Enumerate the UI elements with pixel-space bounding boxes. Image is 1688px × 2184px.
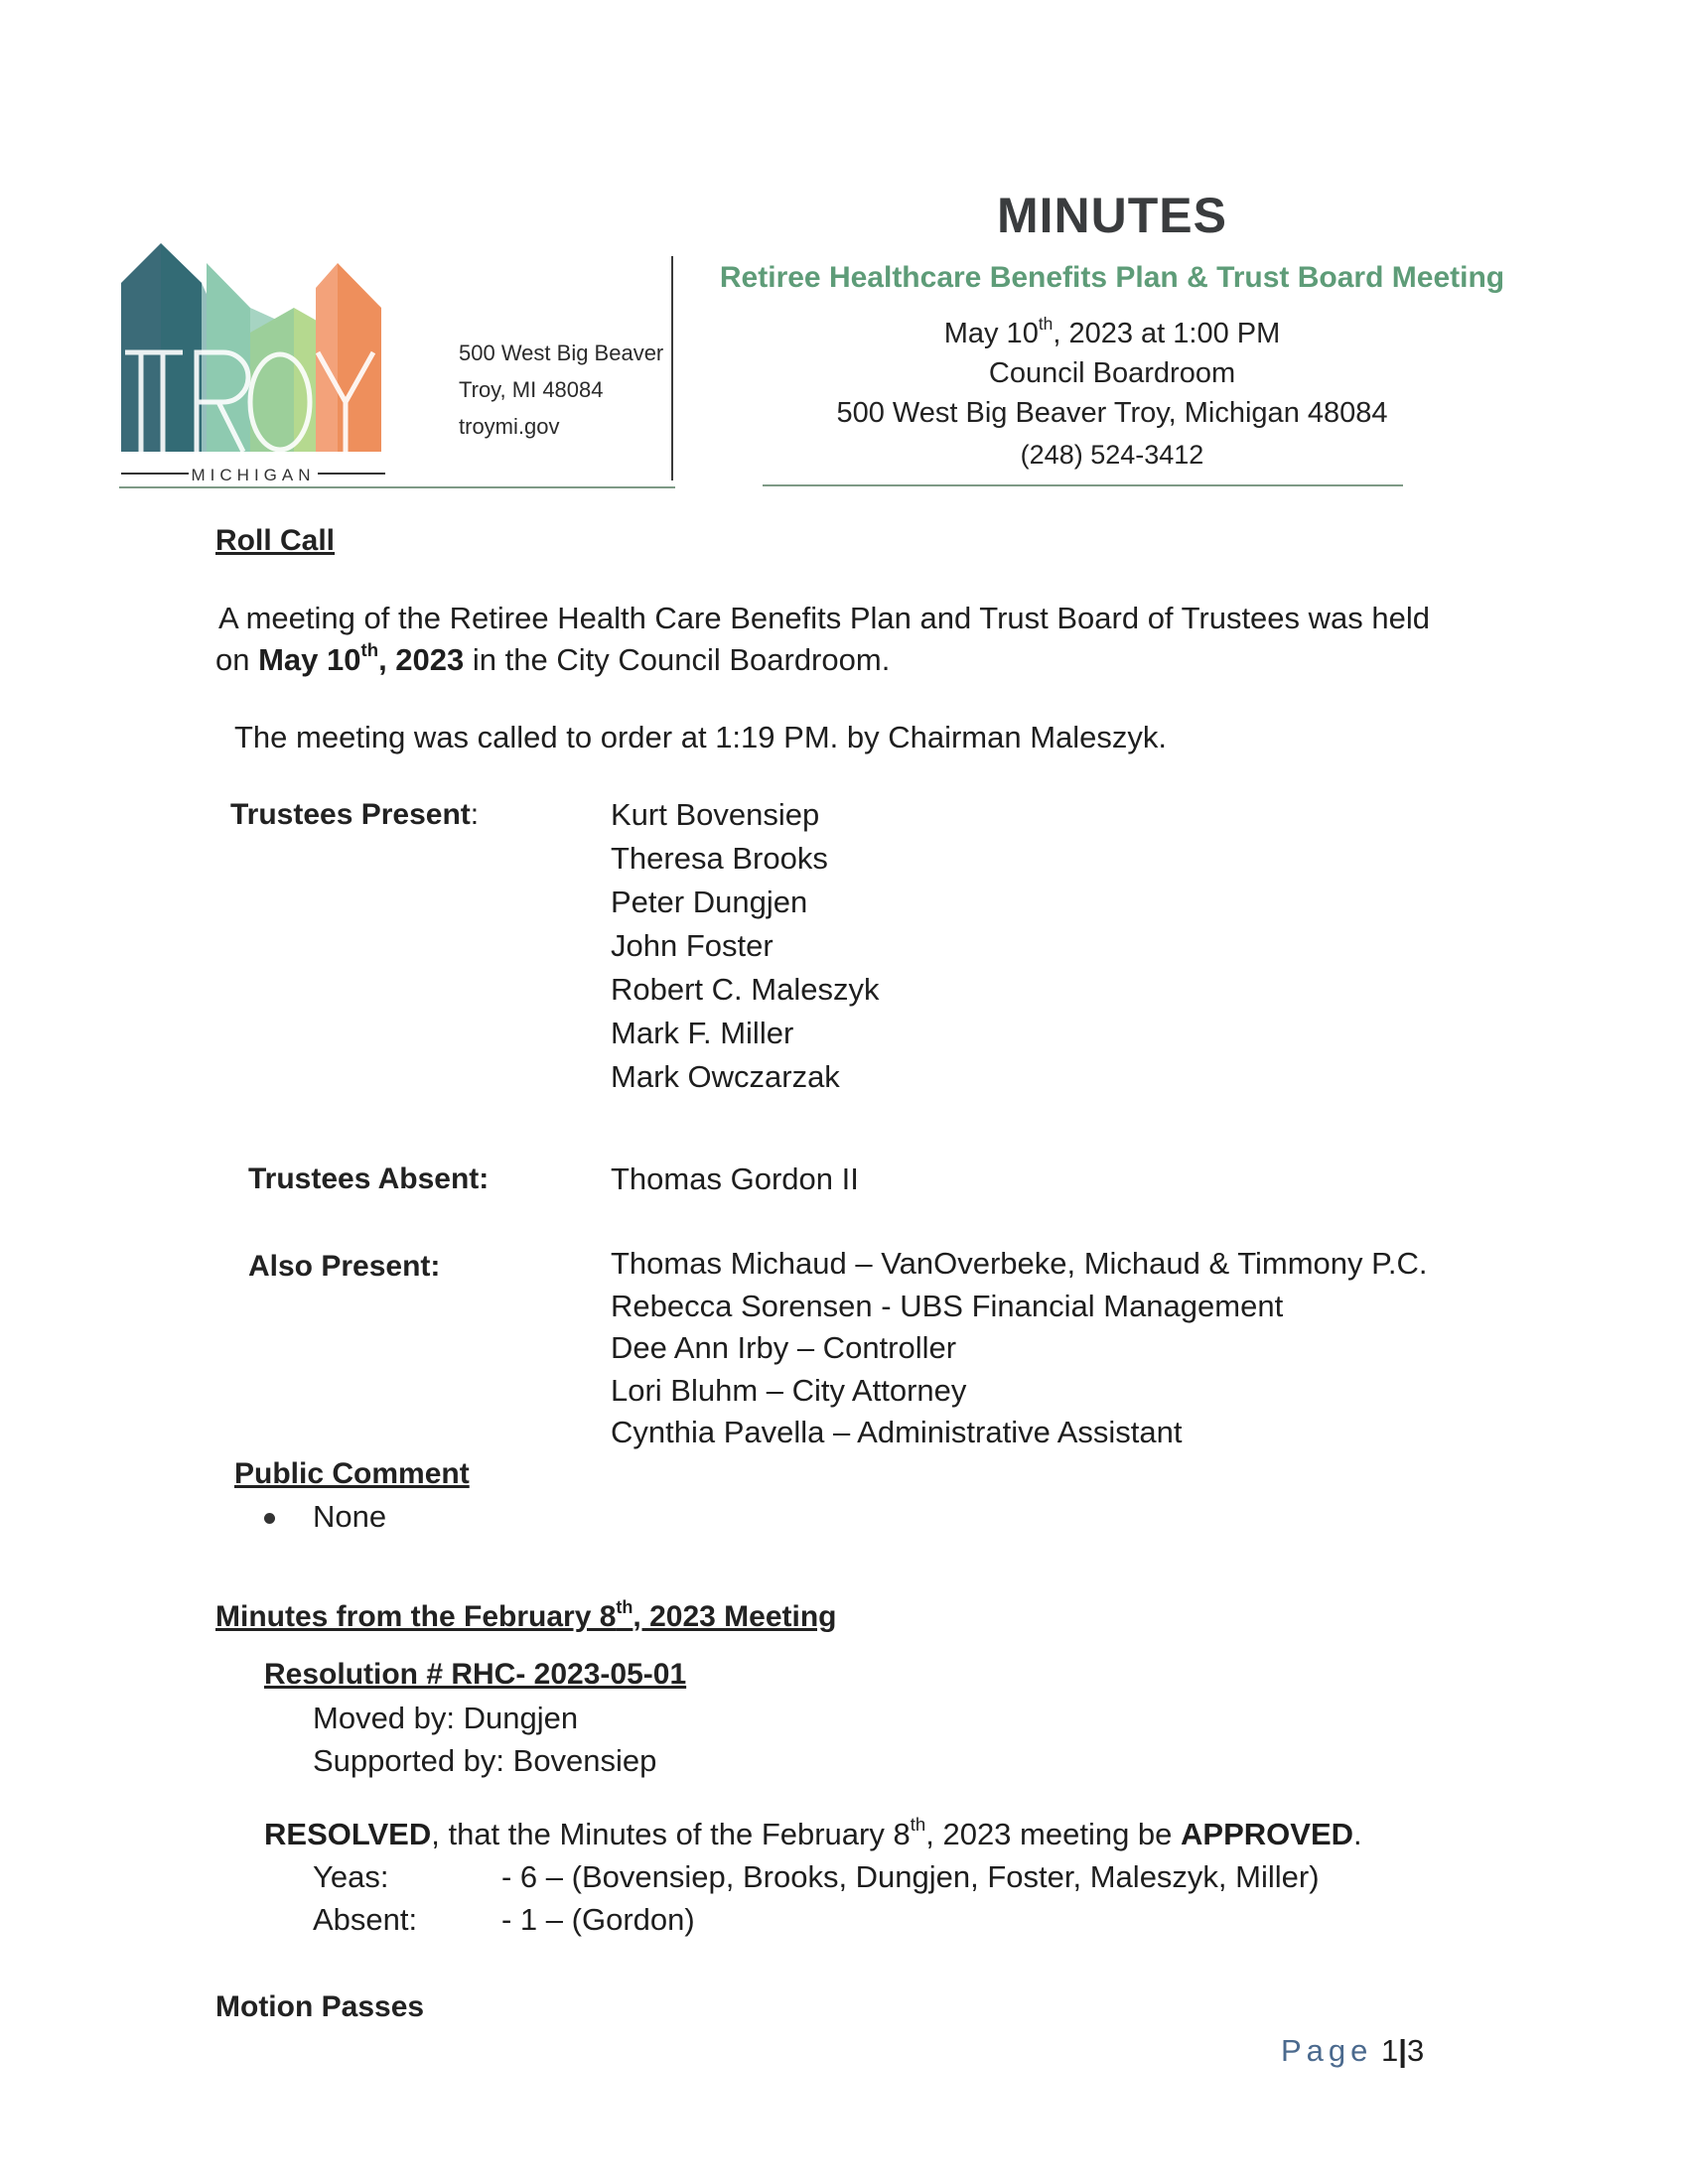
trustees-absent-label: Trustees Absent:: [248, 1162, 490, 1195]
address-city: Troy, MI 48084: [459, 377, 604, 402]
trustees-present-list: [611, 793, 879, 1099]
meeting-date: May 10th, 2023 at 1:00 PM: [943, 313, 1281, 349]
list-item: Rebecca Sorensen - UBS Financial Management: [611, 1288, 1284, 1323]
list-item: John Foster: [611, 928, 774, 963]
list-item: Mark F. Miller: [611, 1016, 794, 1050]
logo-region-text: MICHIGAN: [191, 466, 316, 484]
list-item: Dee Ann Irby – Controller: [611, 1330, 957, 1365]
troy-logo: [119, 243, 437, 486]
also-present-label: Also Present:: [248, 1250, 441, 1283]
yeas-label: Yeas:: [313, 1859, 389, 1894]
list-item: Theresa Brooks: [611, 841, 828, 876]
public-comment-heading: Public Comment: [234, 1457, 470, 1490]
header-rule-right: [763, 484, 1403, 486]
called-to-order-text: The meeting was called to order at 1:19 PM. by Chairman Maleszyk.: [234, 720, 1168, 754]
list-item: Kurt Bovensiep: [611, 797, 820, 832]
list-item: Cynthia Pavella – Administrative Assistant: [611, 1415, 1183, 1449]
header-divider-vertical: [671, 256, 673, 480]
meeting-phone: (248) 524-3412: [1020, 440, 1204, 470]
moved-by-text: Moved by: Dungjen: [313, 1701, 579, 1735]
roll-call-heading: Roll Call: [215, 524, 336, 557]
trustees-absent-name: Thomas Gordon II: [611, 1161, 859, 1196]
list-item: Peter Dungjen: [611, 885, 808, 919]
page-number: Page 1|3: [1281, 2033, 1425, 2068]
list-item: Mark Owczarzak: [611, 1059, 840, 1094]
also-present-list: [611, 1243, 1427, 1454]
yeas-value: - 6 – (Bovensiep, Brooks, Dungjen, Foster, Maleszyk, Miller): [501, 1859, 1320, 1894]
supported-by-text: Supported by: Bovensiep: [313, 1743, 657, 1778]
header-rule-left: [119, 486, 675, 488]
address-website[interactable]: troymi.gov: [459, 414, 560, 439]
minutes-section-heading: Minutes from the February 8th, 2023 Meeting: [215, 1596, 837, 1633]
address-street: 500 West Big Beaver: [459, 341, 664, 365]
motion-result: Motion Passes: [215, 1990, 425, 2023]
trustees-present-label: Trustees Present:: [230, 798, 480, 831]
roll-call-intro-line2: on May 10th, 2023 in the City Council Boardroom.: [215, 639, 891, 677]
absent-vote-label: Absent:: [313, 1902, 418, 1937]
meeting-subtitle: Retiree Healthcare Benefits Plan & Trust Board Meeting: [719, 261, 1505, 294]
absent-vote-value: - 1 – (Gordon): [501, 1902, 695, 1937]
meeting-location: Council Boardroom: [988, 357, 1236, 389]
bullet-icon: [264, 1513, 275, 1524]
resolved-statement: RESOLVED, that the Minutes of the February 8th, 2023 meeting be APPROVED.: [264, 1814, 1362, 1851]
public-comment-item: None: [313, 1499, 387, 1534]
list-item: Lori Bluhm – City Attorney: [611, 1372, 967, 1408]
meeting-address: 500 West Big Beaver Troy, Michigan 48084: [836, 397, 1388, 429]
resolution-heading: Resolution # RHC- 2023-05-01: [264, 1658, 687, 1691]
page-title: MINUTES: [997, 188, 1227, 243]
list-item: Thomas Michaud – VanOverbeke, Michaud & Timmony P.C.: [611, 1246, 1428, 1281]
list-item: Robert C. Maleszyk: [611, 972, 880, 1007]
roll-call-intro-line1: A meeting of the Retiree Health Care Benefits Plan and Trust Board of Trustees was held: [218, 601, 1431, 635]
